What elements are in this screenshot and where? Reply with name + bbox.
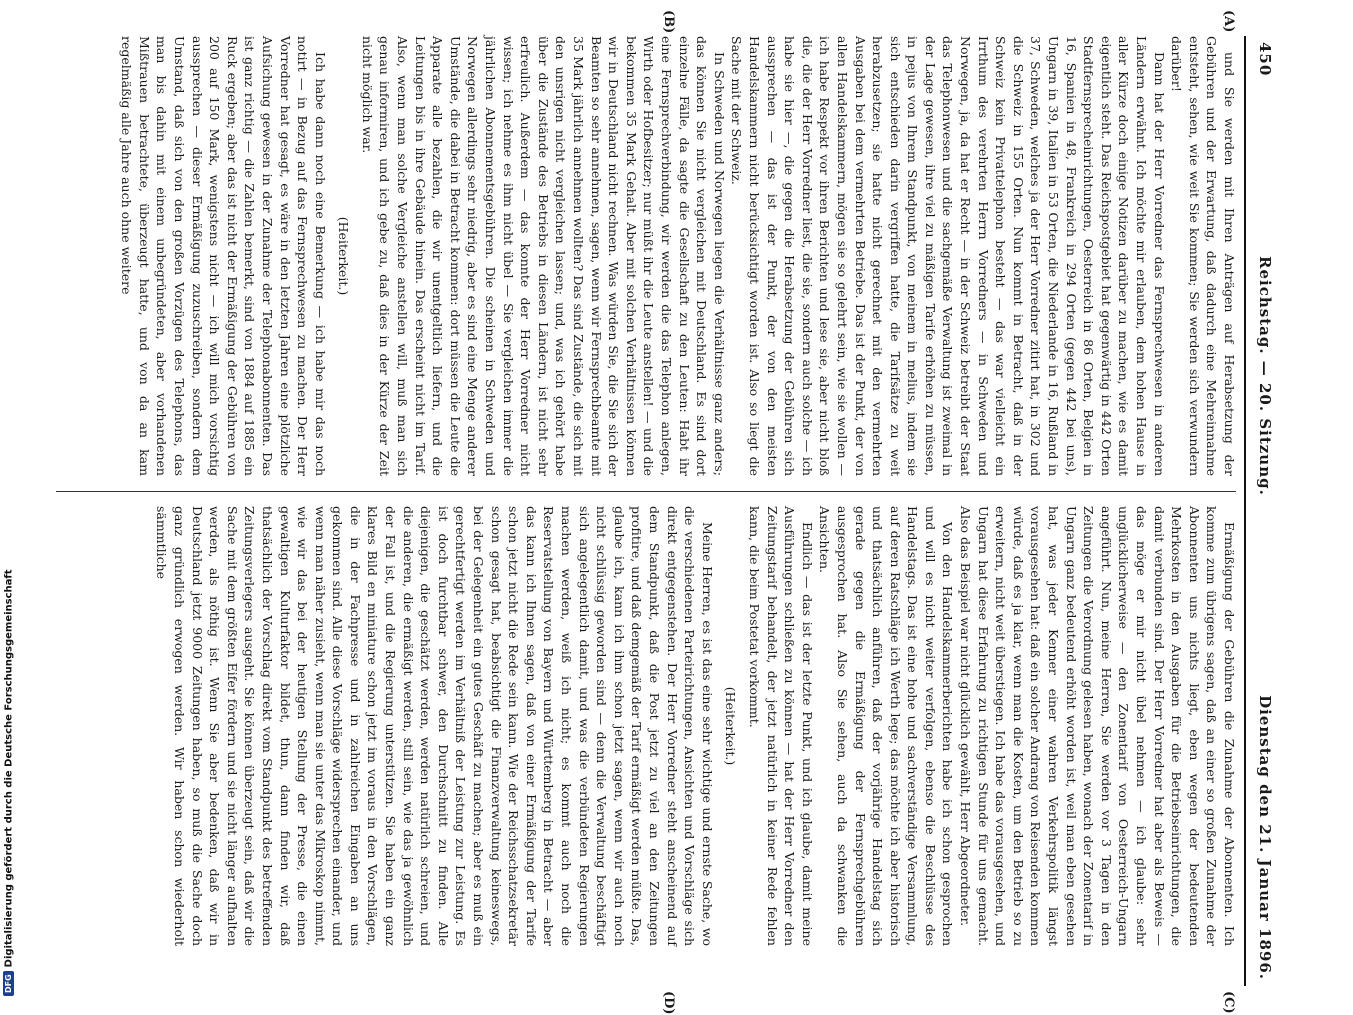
paragraph: Dann hat der Herr Vorredner das Fernsprechwesen in anderen Ländern erwähnt. Ich möchte mir erlauben, dem hohen Hause in aller Kürze doch einige Notizen darüber zu machen, wie es damit eigentlich steht. Das Reichspostgebiet hat gegenwärtig in 442 Orten Stadtfernsprecheinrichtungen, Oesterreich in 86 Orten, Belgien in 16, Spanien in 48, Frankreich in 294 Orten (gegen 442 bei uns), Ungarn in 39, Italien in 53 Orten, die Niederlande in 16, Rußland in 37, Schweden, welches ja der Herr Vorredner zitirt hat, in 302 und die Schweiz in 155 Orten. Nun kommt in Betracht, daß in der Schweiz kein Privattelephon besteht — das war vielleicht ein Irrthum des verehrten Herrn Vorredners — in Schweden und Norwegen, ja, da hat er Recht — in der Schweiz betreibt der Staat das Telephonwesen und die sachgemäße Verwaltung ist zweimal in der Lage gewesen, ihre viel zu mäßigen Tarife erhöhen zu müssen, in pejus von Ihrem Standpunkt, von meinem in melius, indem sie sich entschieden darin vergriffen hatte, die Tarifsätze zu weit herabzusetzen; sie hatte nicht gerechnet mit den vermehrten Ausgaben bei dem vermehrten Betriebe. Das ist der Punkt, der von allen Handelskammern, mögen sie so gelehrt sein, wie sie wollen — ich habe Respekt vor ihren Berichten und lese sie, aber nicht bloß die, die der Herr Vorredner liest, die sie, sondern auch solche — ich habe sie hier —, die gegen die Herabsetzung der Gebühren sich aussprechen — das ist der Punkt, der von den meisten Handelskammern nicht berücksichtigt worden ist. Also so liegt die Sache mit der Schweiz. <box>729 36 1167 476</box>
dfg-logo-icon: DFG <box>3 971 14 996</box>
credit-text: Digitalisierung gefördert durch die Deutsche Forschungsgemeinschaft <box>3 569 15 968</box>
margin-marker-b: (B) <box>661 10 676 34</box>
margin-marker-c: (C) <box>1221 991 1236 1014</box>
paragraph: Ich habe dann noch eine Bemerkung — ich habe mir das noch notirt — in Bezug auf das Fernsprechwesen zu machen. Der Herr Vorredner hat gesagt, es wäre in den letzten Jahren eine plötzliche Aufsichung gewesen in der Zunahme der Telephonabonnenten. Das ist ganz richtig — die Zahlen bemerkt, sind von 1884 auf 1885 ein Ruck ergeben; aber das ist nicht der Ermäßigung der Gebühren von 200 auf 150 Mark, wenigstens nicht — ich will mich vorsichtig aussprechen — dieser Ermäßigung zuzuschreiben, sondern dem Umstand, daß sich von den großen Vorzügen des Telephons, das man bis dahin mit einem unbegründeten, aber vorhandenen Mißtrauen betrachtete, überzeugt hatte, und von da an kam regelmäßig alle Jahre auch ohne weitere <box>119 36 328 476</box>
rotated-page <box>26 10 1276 1015</box>
page-header <box>1250 36 1276 986</box>
margin-marker-d: (D) <box>661 991 676 1015</box>
paragraph: Meine Herren, es ist das eine sehr wichtige und ernste Sache, wo die verschiedenen Parteirichtungen, Ansichten und Vorschläge sich direkt entgegenstehen. Der Herr Vorredner steht anscheinend auf dem Standpunkt, daß die Post jetzt zu viel an den Zeitungen profitire, und daß demgemäß der Tarif ermäßigt werden müßte. Das, glaube ich, kann ich ihm schon jetzt sagen, wenn wir auch noch nicht schlüssig geworden sind — denn die Verwaltung beschäftigt sich angelegentlich damit, und was die verbündeten Regierungen machen werden, weiß ich nicht; es kommt auch noch die Reservatstellung von Bayern und Württemberg in Betracht — aber das kann ich Ihnen sagen, daß von einer Ermäßigung der Tarife schon jetzt nicht die Rede sein kann. Wie der Reichsschatzsekretär schon gesagt hat, beabsichtigt die Finanzverwaltung keineswegs, bei der Gelegenheit ein gutes Geschäft zu machen; aber es muß ein gerechtfertigt werden im Verhältniß der Leistung zur Leistung. Es ist doch furchtbar schwer, den Durchschnitt zu finden. Alle diejenigen, die geschätzt werden, werden natürlich schreien, und die anderen, die ermäßigt werden, still sein, wie das ja gewöhnlich der Fall ist, und die Regierung unterstützen. Sie haben ein ganz klares Bild en miniature schon jetzt im voraus in den Vorschlägen, die in der Fachpresse und in zahlreichen Eingaben an uns gekommen sind. Alle diese Vorschläge widersprechen einander, und wenn man näher zusieht, wenn man sie unter das Mikroskop nimmt, wie wir das bei der heutigen Stellung der Presse, die einen gewaltigen Kulturfaktor bildet, thun, dann finden wir, daß thatsächlich der Vorschlag direkt vom Standpunkt des betreffenden Zeitungsverlegers ausgeht. Sie können überzeugt sein, daß wir die Sache mit dem größten Eifer fördern und sie nicht länger aufhalten werden, als nöthig ist. Wenn Sie aber bedenken, daß wir in Deutschland jetzt 9000 Zeitungen haben, so muß die Sache doch ganz gründlich erwogen werden. Wir haben schon wiederholt sämmtliche <box>154 506 715 946</box>
interjection: (Heiterkeit.) <box>336 216 352 296</box>
paragraph: und Sie werden mit Ihren Anträgen auf Herabsetzung der Gebühren und der Erwartung, daß dadurch eine Mehreinnahme entsteht, sehen, wie weit Sie kommen; Sie werden sich verwundern darüber! <box>1169 36 1237 476</box>
interjection: (Heiterkeit.) <box>723 686 739 766</box>
right-column <box>48 506 1238 946</box>
paragraph: In Schweden und Norwegen liegen die Verhältnisse ganz anders; das können Sie nicht vergleichen mit Deutschland. Es sind dort einzelne Fälle, da sagte die Gesellschaft zu den Leuten: Habt ihr eine Fernsprechverbindung, wir werden die das Telephon anlegen, Wirth oder Hofbesitzer; nur müßt ihr die Leute anstellen! — und die bekommen 35 Mark Gehalt. Aber mit solchen Verhältnissen können wir in Deutschland nicht rechnen. Was würden Sie, die Sie sich der Beamten so sehr annehmen, sagen, wenn wir Fernsprechbeamte mit 35 Mark jährlich annehmen wollten? Das sind Zustände, die sich mit den unsrigen nicht vergleichen lassen; und, was ich gehört habe über die Zustände des Betriebs in diesen Ländern, ist nicht sehr erfreulich. Außerdem — das konnte der Herr Vorredner nicht wissen; ich nehme es ihm nicht übel — Sie vergleichen immer die jährlichen Abonnementsgebühren. Die scheinen in Schweden und Norwegen allerdings sehr niedrig, aber es sind eine Menge anderer Umstände, die dabei in Betracht kommen: dort müssen die Leute die Apparate alle bezahlen, die wir unentgeltlich liefern, und die Leitungen bis in ihre Gebäude hinein. Das erscheint nicht im Tarif. Also, wenn man solche Vergleiche anstellen will, muß man sich genau informiren, und ich gebe zu, daß dies in der Kürze der Zeit nicht möglich war. <box>359 36 727 476</box>
paragraph: Ermäßigung der Gebühren die Zunahme der Abonnenten. Ich komme zum übrigens sagen, daß an einer so großen Zunahme der Abonnenten uns nichts liegt, eben wegen der bedeutenden Mehrkosten in den Ausgaben für die Betriebseinrichtungen, die damit verbunden sind. Der Herr Vorredner hat aber als Beweis — das möge er mir nicht übel nehmen — ich glaube: sehr unglücklicherweise — den Zonentarif von Oesterreich-Ungarn angeführt. Nun, meine Herren, Sie werden vor 3 Tagen in den Zeitungen die Verordnung gelesen haben, wonach der Zonentarif in Ungarn ganz bedeutend erhöht worden ist, weil man eben gesehen hat, was jeder Kenner einer wahren Verkehrspolitik längst vorausgesehen hat: daß ein solcher Andrang von Reisenden kommen würde, daß es ja klar, wenn man die Kosten, um den Betrieb so zu erweitern, nicht weit überstiegen. Ich habe das vorausgesehen, und Ungarn hat diese Erfahrung zu richtigen Stunde für uns gemacht. Also das Beispiel war nicht glücklich gewählt, Herr Abgeordneter. <box>958 506 1237 946</box>
page-number: 450 <box>1256 42 1274 77</box>
paragraph: Von den Handelskammerberichten habe ich schon gesprochen und will es nicht weiter verfolgen, ebenso die Beschlüsse des Handelstags. Das ist eine hohe und sachverständige Versammlung, auf deren Ratschläge ich Werth lege; das möchte ich aber historisch und thatsächlich anführen, daß der vorjährige Handelstag sich gerade gegen die Ermäßigung der Fernsprechgebühren ausgesprochen hat. Also Sie sehen, auch da schwanken die Ansichten. <box>817 506 956 946</box>
page-title: Reichstag. — 20. Sitzung. <box>1256 256 1274 496</box>
page-date: Dienstag den 21. Januar 1896. <box>1256 695 1274 980</box>
header-rule <box>1244 36 1246 986</box>
paragraph: Endlich — das ist der letzte Punkt, und ich glaube, damit meine Ausführungen schließen zu können — hat der Herr Vorredner den Zeitungstarif behandelt, der jetzt natürlich in keiner Rede fehlen kann, die beim Postetat vorkommt. <box>746 506 815 946</box>
column-divider <box>56 491 1236 492</box>
left-column <box>48 36 1238 476</box>
margin-marker-a: (A) <box>1221 10 1236 33</box>
digitization-credit <box>3 569 17 996</box>
